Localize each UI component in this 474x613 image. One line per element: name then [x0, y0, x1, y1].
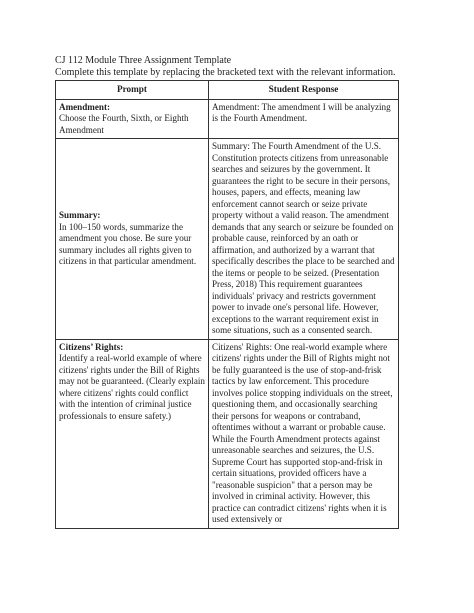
assignment-table [55, 80, 399, 529]
header-prompt: Prompt [56, 81, 209, 100]
prompt-cell-summary [56, 139, 209, 340]
prompt-cell-amendment [56, 99, 209, 139]
response-text: Citizens' Rights: One real-world example where citizens' rights under the Bill of Rights might not be fully guaranteed is the use of stop-and-frisk tactics by law enforcement. This procedure involves police stopping individuals on the street, questioning them, and occasionally searching their persons for weapons or contraband, oftentimes without a warrant or probable cause. While the Fourth Amendment protects against unreasonable searches and seizures, the U.S. Supreme Court has supported stop-and-frisk in certain situations, provided officers have a "reasonable suspicion" that a person may be involved in criminal activity. However, this practice can contradict citizens' rights when it is used extensively or [212, 341, 393, 524]
prompt-label: Amendment: [59, 101, 111, 112]
document-title: CJ 112 Module Three Assignment Template [55, 55, 232, 66]
table-row-summary [56, 139, 399, 340]
prompt-label: Citizens’ Rights: [59, 341, 124, 352]
document-instructions: Complete this template by replacing the bracketed text with the relevant information. [55, 67, 396, 78]
prompt-text: Choose the Fourth, Sixth, or Eighth Amendment [59, 113, 189, 135]
table-row-amendment [56, 99, 399, 139]
table-row-citizens-rights [56, 339, 399, 528]
response-cell-amendment [209, 99, 399, 139]
header-student-response: Student Response [209, 81, 399, 100]
response-text: Amendment: The amendment I will be analyzing is the Fourth Amendment. [212, 101, 391, 123]
prompt-cell-citizens-rights [56, 339, 209, 528]
prompt-label: Summary: [59, 210, 101, 220]
response-cell-citizens-rights [209, 339, 399, 528]
response-text: Summary: The Fourth Amendment of the U.S. Constitution protects citizens from unreasonable searches and seizures by the government. It guarantees the right to be secure in their persons, houses, papers, and effects, meaning law enforcement cannot search or seize private property without a valid reason. The amendment demands that any search or seizure be founded on probable cause, reinforced by an oath or affirmation, and authorized by a warrant that specifically describes the place to be searched and the items or people to be seized. (Presentation Press, 2018) This requirement guarantees individuals' privacy and restricts government power to invade one's personal life. However, exceptions to the warrant requirement exist in some situations, such as a consented search. [212, 141, 395, 335]
response-cell-summary [209, 139, 399, 340]
table-header-row [56, 81, 399, 100]
prompt-text: In 100–150 words, summarize the amendment you chose. Be sure your summary includes all rights given to citizens in that particular amendment. [59, 221, 197, 266]
prompt-text: Identify a real-world example of where citizens' rights under the Bill of Rights may not be guaranteed. (Clearly explain where citizens' rights could conflict with the intention of criminal justice professionals to ensure safety.) [59, 353, 205, 421]
